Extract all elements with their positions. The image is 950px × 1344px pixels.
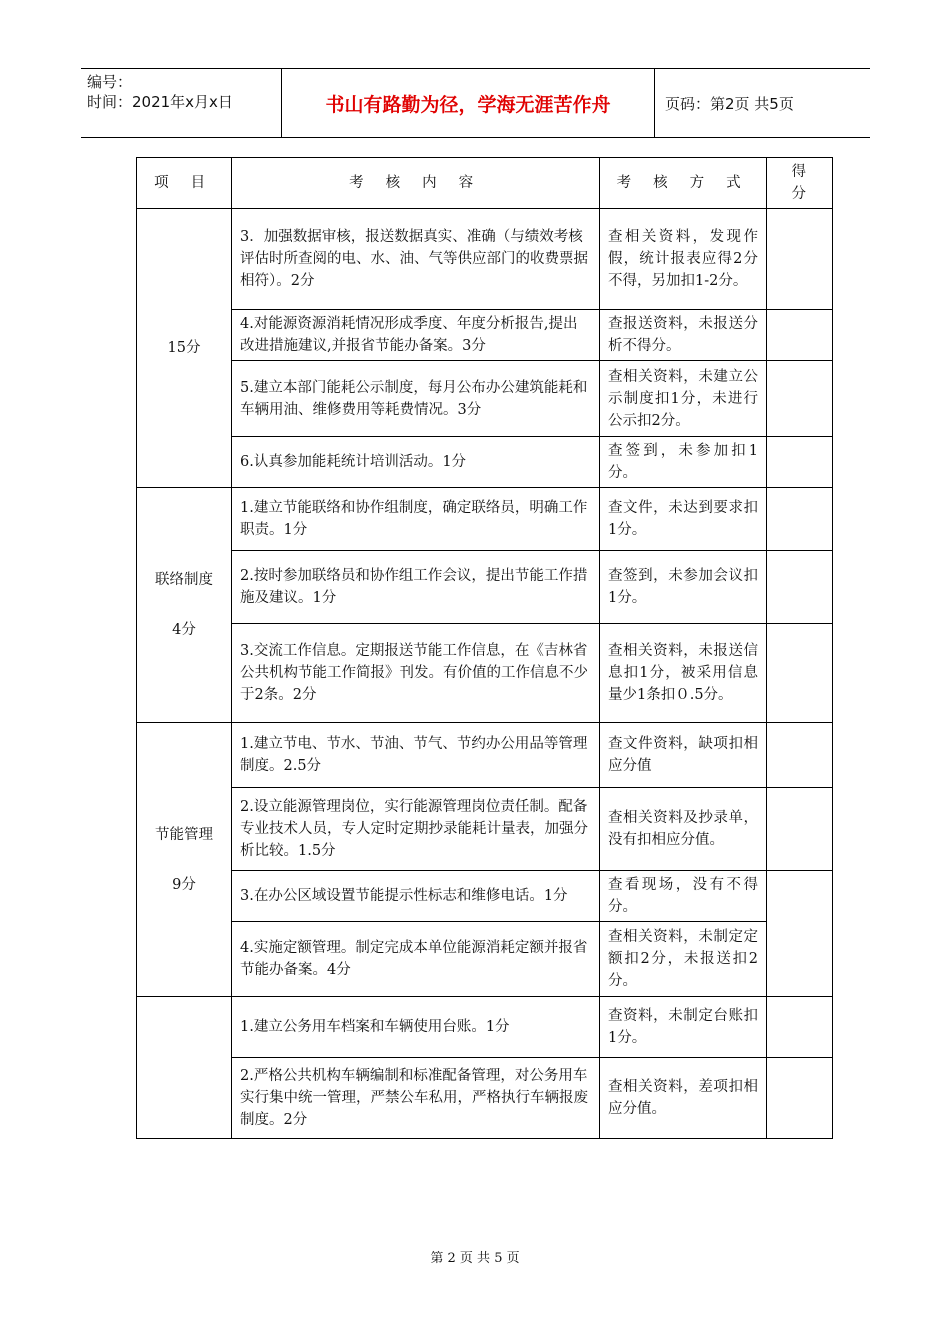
score-cell [767, 788, 833, 871]
table-row [137, 997, 833, 1058]
score-cell [767, 871, 833, 997]
section-cell [137, 723, 232, 997]
content-cell: 4.实施定额管理。制定完成本单位能源消耗定额并报省节能办备案。4分 [232, 922, 600, 997]
table-row [137, 551, 833, 624]
section-score: 4分 [172, 622, 196, 638]
score-cell [767, 361, 833, 437]
method-cell: 查相关资料，未建立公示制度扣1分，未进行公示扣2分。 [600, 361, 767, 437]
score-cell [767, 437, 833, 488]
header-content: 考 核 内 容 [232, 158, 600, 209]
table-row [137, 361, 833, 437]
method-cell: 查签到，未参加扣1分。 [600, 437, 767, 488]
method-cell: 查相关资料及抄录单，没有扣相应分值。 [600, 788, 767, 871]
header-method: 考 核 方 式 [600, 158, 767, 209]
number-label: 编号： [87, 73, 133, 91]
page-footer: 第 2 页 共 5 页 [430, 1251, 520, 1266]
content-cell: 3.在办公区域设置节能提示性标志和维修电话。1分 [232, 871, 600, 922]
table-row [137, 871, 833, 922]
method-cell: 查报送资料，未报送分析不得分。 [600, 310, 767, 361]
method-cell: 查文件资料，缺项扣相应分值 [600, 723, 767, 788]
table-header-row [137, 158, 833, 209]
section-cell [137, 209, 232, 488]
content-cell: 6.认真参加能耗统计培训活动。1分 [232, 437, 600, 488]
header-meta [81, 69, 282, 137]
section-cell [137, 997, 232, 1139]
header-score [767, 158, 833, 209]
header-score-text: 得分 [791, 164, 815, 202]
score-cell [767, 997, 833, 1058]
table-row [137, 624, 833, 723]
motto: 书山有路勤为径，学海无涯苦作舟 [282, 69, 655, 137]
content-cell: 2.按时参加联络员和协作组工作会议，提出节能工作措施及建议。1分 [232, 551, 600, 624]
method-cell: 查相关资料，差项扣相应分值。 [600, 1058, 767, 1139]
assessment-table [136, 157, 833, 1139]
method-cell: 查相关资料，未制定定额扣2分，未报送扣2分。 [600, 922, 767, 997]
section-cell [137, 488, 232, 723]
method-cell: 查相关资料，未报送信息扣1分，被采用信息量少1条扣０.5分。 [600, 624, 767, 723]
section-score: 9分 [172, 876, 196, 893]
table-row [137, 922, 833, 997]
method-cell: 查相关资料，发现作假，统计报表应得2分不得，另加扣1-2分。 [600, 209, 767, 310]
score-cell [767, 723, 833, 788]
section-name: 联络制度 [155, 572, 213, 588]
content-cell: 1.建立节电、节水、节油、节气、节约办公用品等管理制度。2.5分 [232, 723, 600, 788]
content-cell: 2.严格公共机构车辆编制和标准配备管理，对公务用车实行集中统一管理，严禁公车私用，严格执行车辆报废制度。2分 [232, 1058, 600, 1139]
table-row [137, 1058, 833, 1139]
content-cell: 2.设立能源管理岗位，实行能源管理岗位责任制。配备专业技术人员，专人定时定期抄录能耗计量表，加强分析比较。1.5分 [232, 788, 600, 871]
section-score: 15分 [167, 340, 201, 356]
score-cell [767, 1058, 833, 1139]
method-cell: 查资料，未制定台账扣1分。 [600, 997, 767, 1058]
content-cell: 5.建立本部门能耗公示制度，每月公布办公建筑能耗和车辆用油、维修费用等耗费情况。3分 [232, 361, 600, 437]
score-cell [767, 488, 833, 551]
table-row [137, 437, 833, 488]
page-info: 页码：第2页 共5页 [665, 94, 794, 113]
method-cell: 查签到，未参加会议扣1分。 [600, 551, 767, 624]
header-project: 项 目 [137, 158, 232, 209]
table-row [137, 788, 833, 871]
content-cell: 1.建立节能联络和协作组制度，确定联络员，明确工作职责。1分 [232, 488, 600, 551]
score-cell [767, 624, 833, 723]
method-cell: 查文件，未达到要求扣1分。 [600, 488, 767, 551]
method-cell: 查看现场，没有不得分。 [600, 871, 767, 922]
score-cell [767, 209, 833, 310]
table-row [137, 209, 833, 310]
content-cell: 1.建立公务用车档案和车辆使用台账。1分 [232, 997, 600, 1058]
table-row [137, 310, 833, 361]
content-cell: 3．加强数据审核，报送数据真实、准确（与绩效考核评估时所查阅的电、水、油、气等供应部门的收费票据相符）。2分 [232, 209, 600, 310]
page-header [81, 68, 870, 138]
content-cell: 4.对能源资源消耗情况形成季度、年度分析报告,提出改进措施建议,并报省节能办备案。3分 [232, 310, 600, 361]
table-row [137, 488, 833, 551]
score-cell [767, 551, 833, 624]
table-row [137, 723, 833, 788]
date-label: 时间：2021年x月x日 [87, 93, 233, 111]
content-cell: 3.交流工作信息。定期报送节能工作信息，在《吉林省公共机构节能工作简报》刊发。有价值的工作信息不少于2条。2分 [232, 624, 600, 723]
section-name: 节能管理 [155, 826, 213, 843]
score-cell [767, 310, 833, 361]
